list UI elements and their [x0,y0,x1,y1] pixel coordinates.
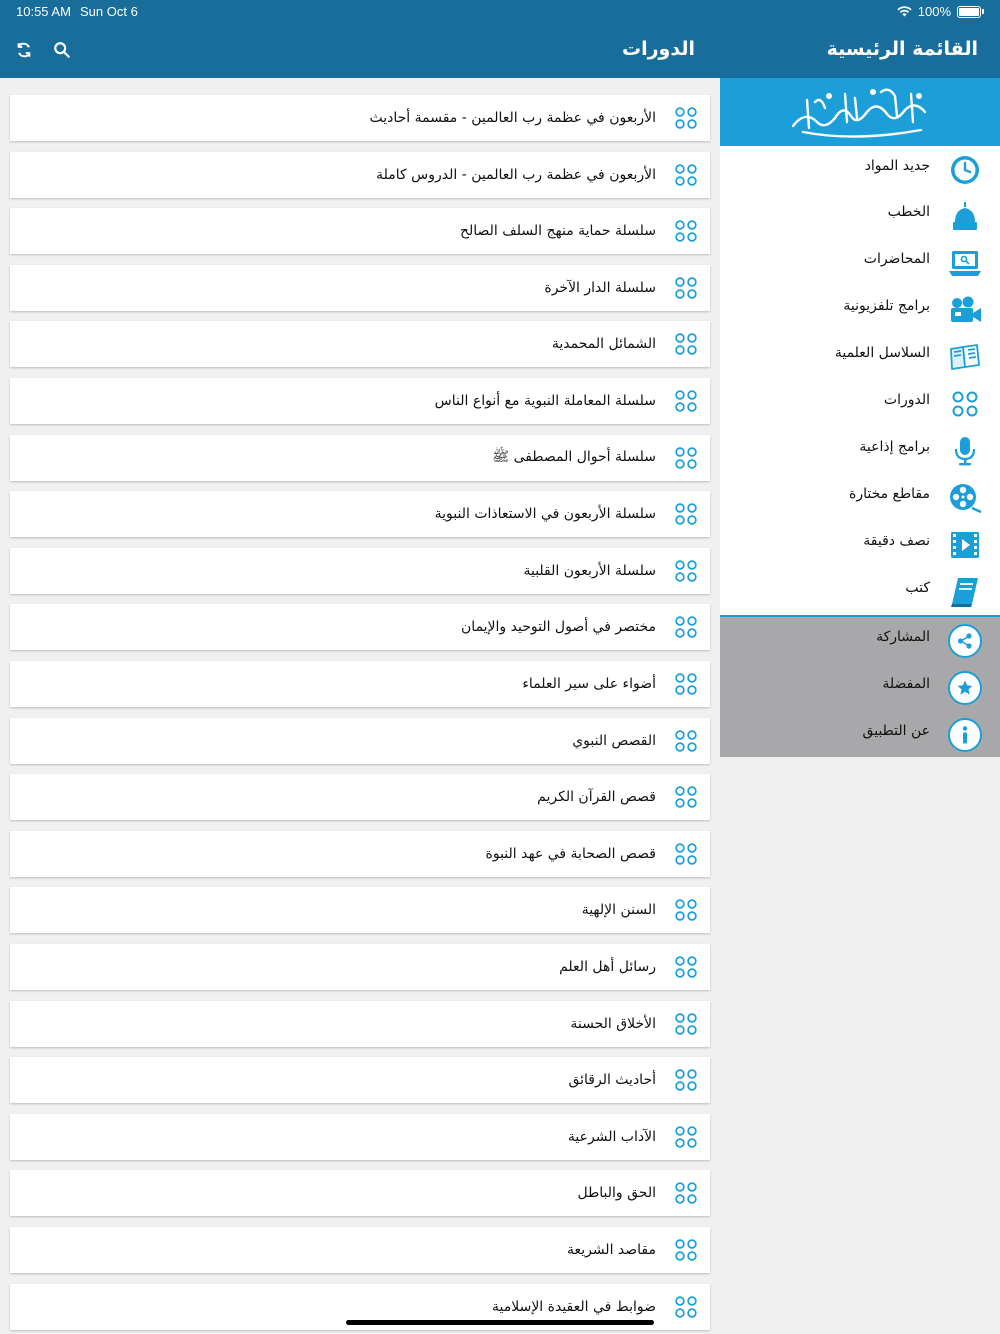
share-icon [948,624,982,658]
list-item[interactable] [10,152,710,198]
star-icon [948,671,982,705]
sidebar-item-label: نصف دقيقة [863,533,930,549]
microphone-icon [948,434,982,468]
course-title: سلسلة حماية منهج السلف الصالح [459,223,656,239]
main-menu-title: القائمة الرئيسية [826,38,978,60]
list-item[interactable] [10,831,710,877]
sidebar-item-selected-clips[interactable] [720,474,1000,520]
refresh-icon [15,41,33,59]
course-title: الأربعون في عظمة رب العالمين - الدروس كاملة [376,167,656,183]
sidebar-item-label: برامج إذاعية [859,439,930,455]
courses-dots-icon [948,387,982,421]
courses-dots-icon [674,502,698,526]
info-icon-wrap [948,718,982,752]
sidebar-item-courses[interactable] [720,380,1000,426]
sidebar-item-label: السلاسل العلمية [834,345,930,361]
courses-dots-icon [674,1181,698,1205]
courses-dots-icon [674,1125,698,1149]
course-title: أضواء على سير العلماء [522,676,656,692]
courses-dots-icon [674,1068,698,1092]
list-item[interactable] [10,1114,710,1160]
wifi-icon [897,6,912,17]
course-title: سلسلة أحوال المصطفى ﷺ [492,449,656,465]
list-item[interactable] [10,887,710,933]
sidebar-item-tv-programs[interactable] [720,286,1000,332]
list-item[interactable] [10,774,710,820]
courses-dots-icon [674,672,698,696]
list-item[interactable] [10,718,710,764]
clock-icon [948,153,982,187]
course-title: سلسلة الأربعون القلبية [523,563,656,579]
courses-dots-icon [674,955,698,979]
list-item[interactable] [10,435,710,481]
list-item[interactable] [10,1001,710,1047]
sidebar-item-lectures[interactable] [720,239,1000,285]
sidebar-item-label: المحاضرات [863,251,930,267]
sidebar-menu [720,78,1000,757]
courses-dots-icon [674,332,698,356]
course-title: الحق والباطل [577,1185,656,1201]
sidebar-item-label: المفضلة [882,676,930,692]
list-item[interactable] [10,548,710,594]
course-title: قصص الصحابة في عهد النبوة [485,846,656,862]
app-logo [720,78,1000,146]
course-title: سلسلة الأربعون في الاستعاذات النبوية [434,506,656,522]
list-item[interactable] [10,208,710,254]
film-play-icon [948,528,982,562]
search-button[interactable] [48,36,76,64]
sidebar-item-books[interactable] [720,568,1000,614]
star-icon-wrap [948,671,982,705]
sidebar-item-label: الدورات [883,392,930,408]
courses-dots-icon [674,163,698,187]
list-item[interactable] [10,378,710,424]
sidebar-item-label: الخطب [887,204,930,220]
sidebar-item-label: برامج تلفزيونية [843,298,930,314]
course-title: الأخلاق الحسنة [570,1016,656,1032]
course-title: القصص النبوي [572,733,656,749]
courses-list[interactable] [0,78,720,1334]
sidebar-item-radio-programs[interactable] [720,427,1000,473]
courses-dots-icon [674,729,698,753]
course-title: مقاصد الشريعة [566,1242,656,1258]
navigation-bar [0,0,1000,78]
search-icon [53,41,71,59]
course-title: رسائل أهل العلم [559,959,656,975]
sidebar-item-label: جديد المواد [864,158,930,174]
info-icon [948,718,982,752]
course-title: ضوابط في العقيدة الإسلامية [492,1299,656,1315]
status-time: 10:55 AM [16,4,71,19]
list-item[interactable] [10,1170,710,1216]
courses-dots-icon [674,1238,698,1262]
courses-dots-icon [674,276,698,300]
courses-dots-icon [674,446,698,470]
sidebar-secondary-section [720,615,1000,757]
laptop-icon [948,246,982,280]
courses-dots-icon [674,106,698,130]
list-item[interactable] [10,604,710,650]
sidebar-item-share[interactable] [720,617,1000,663]
sidebar-item-favorites[interactable] [720,664,1000,710]
battery-icon [957,6,981,18]
book-icon [948,575,982,609]
courses-dots-icon [674,219,698,243]
courses-dots-icon [674,389,698,413]
sidebar-item-scholarly-series[interactable] [720,333,1000,379]
sidebar-item-about[interactable] [720,711,1000,757]
list-item[interactable] [10,1057,710,1103]
list-item[interactable] [10,491,710,537]
course-title: سلسلة المعاملة النبوية مع أنواع الناس [434,393,656,409]
courses-dots-icon [674,1295,698,1319]
sidebar-item-half-minute[interactable] [720,521,1000,567]
courses-dots-icon [674,842,698,866]
list-item[interactable] [10,944,710,990]
film-reel-icon [948,481,982,515]
sidebar-item-sermons[interactable] [720,192,1000,238]
course-title: مختصر في أصول التوحيد والإيمان [461,619,656,635]
course-title: سلسلة الدار الآخرة [544,280,656,296]
courses-dots-icon [674,1012,698,1036]
status-bar [16,4,984,20]
sidebar-item-label: المشاركة [876,629,930,645]
sidebar-item-label: عن التطبيق [862,723,930,739]
share-icon-wrap [948,624,982,658]
course-title: أحاديث الرقائق [568,1072,656,1088]
open-book-icon [948,340,982,374]
home-indicator [346,1320,654,1325]
course-title: قصص القرآن الكريم [537,789,656,805]
battery-tip [982,9,984,14]
course-title: الأربعون في عظمة رب العالمين - مقسمة أحاديث [369,110,656,126]
status-date: Sun Oct 6 [80,4,138,19]
list-item[interactable] [10,321,710,367]
sidebar-item-new-materials[interactable] [720,146,1000,192]
sidebar-item-label: مقاطع مختارة [848,486,930,502]
refresh-button[interactable] [10,36,38,64]
courses-dots-icon [674,615,698,639]
courses-dots-icon [674,785,698,809]
list-item[interactable] [10,661,710,707]
sidebar-item-label: كتب [905,580,930,596]
battery-percent: 100% [917,4,951,19]
mosque-icon [948,199,982,233]
course-title: الشمائل المحمدية [551,336,656,352]
course-title: السنن الإلهية [581,902,656,918]
courses-dots-icon [674,898,698,922]
list-item[interactable] [10,1227,710,1273]
list-item[interactable] [10,265,710,311]
page-title: الدورات [622,38,695,60]
courses-dots-icon [674,559,698,583]
course-title: الآداب الشرعية [567,1129,656,1145]
video-camera-icon [948,293,982,327]
list-item[interactable] [10,95,710,141]
status-right [897,4,984,19]
calligraphy-logo [785,82,935,142]
